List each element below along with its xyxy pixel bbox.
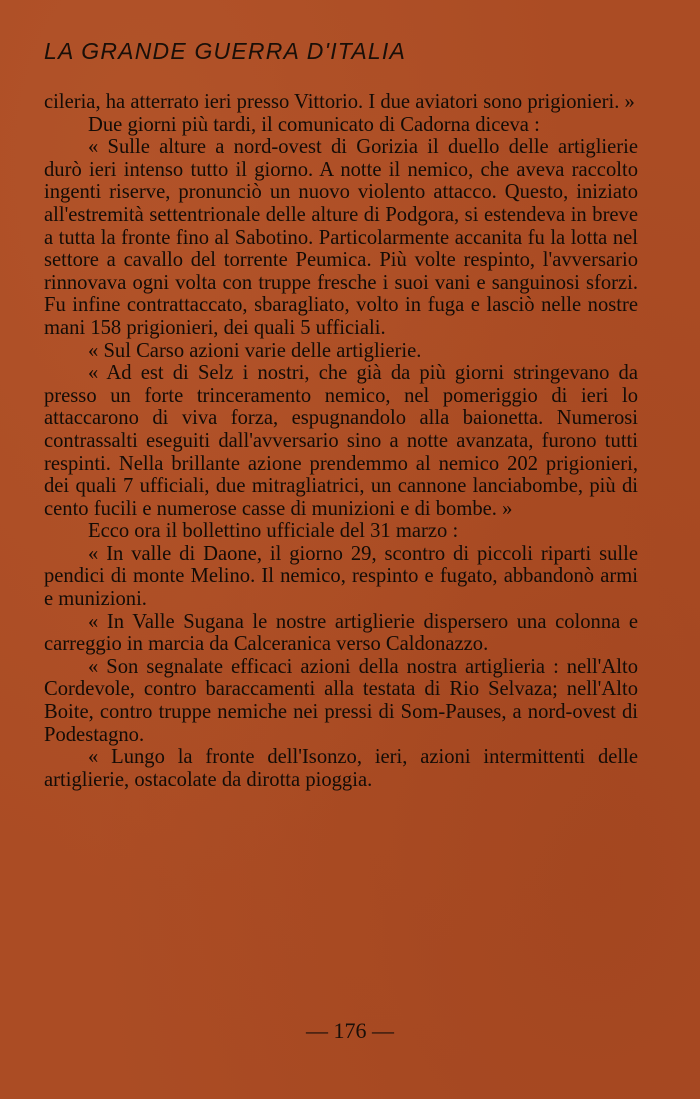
paragraph: « Lungo la fronte dell'Isonzo, ieri, azioni intermittenti delle artiglierie, ostacolate da dirotta pioggia. bbox=[44, 746, 638, 791]
paragraph: Ecco ora il bollettino ufficiale del 31 marzo : bbox=[88, 520, 459, 543]
paragraph: Due giorni più tardi, il comunicato di Cadorna diceva : bbox=[88, 113, 540, 136]
paragraph: « In valle di Daone, il giorno 29, scontro di piccoli riparti sulle pendici di monte Melino. Il nemico, respinto e fugato, abbandonò armi e munizioni. bbox=[44, 542, 638, 611]
paragraph: « Sulle alture a nord-ovest di Gorizia il duello delle artiglierie durò ieri intenso tutto il giorno. A notte il nemico, che aveva raccolto ingenti riserve, pronunciò un nuovo violento attacco. Questo, iniziato all'estremità settentrionale delle alture di Podgora, si estendeva in breve a tutta la fronte fino al Sabotino. Particolarmente accanita fu la lotta nel settore a cavallo del torrente Peumica. Più volte respinto, l'avversario rinnovava ogni volta con truppe fresche i suoi vani e sanguinosi sforzi. Fu infine contrattaccato, sbaragliato, volto in fuga e lasciò nelle nostre mani 158 prigionieri, dei quali 5 ufficiali. bbox=[44, 136, 638, 339]
running-head: LA GRANDE GUERRA D'ITALIA bbox=[44, 38, 406, 64]
body-text bbox=[44, 91, 638, 791]
paragraph: « Ad est di Selz i nostri, che già da più giorni stringevano da presso un forte trinceramento nemico, nel pomeriggio di ieri lo attaccarono di viva forza, espugnandolo alla baionetta. Numerosi contrassalti eseguiti dall'avversario sino a notte avanzata, furono tutti respinti. Nella brillante azione prendemmo al nemico 202 prigionieri, dei quali 7 ufficiali, due mitragliatrici, un cannone lanciabombe, più di cento fucili e numerose casse di munizioni e di bombe. » bbox=[44, 362, 638, 520]
paragraph: « Son segnalate efficaci azioni della nostra artiglieria : nell'Alto Cordevole, contro baraccamenti alla testata di Rio Selvaza; nell'Alto Boite, contro truppe nemiche nei pressi di Som-Pauses, a nord-ovest di Podestagno. bbox=[44, 655, 638, 746]
page-number: — 176 — bbox=[306, 1018, 394, 1043]
paragraph: « Sul Carso azioni varie delle artiglierie. bbox=[88, 339, 422, 362]
paragraph: « In Valle Sugana le nostre artiglierie dispersero una colonna e carreggio in marcia da Calceranica verso Caldonazzo. bbox=[44, 610, 638, 656]
paragraph: cileria, ha atterrato ieri presso Vittorio. I due aviatori sono prigionieri. » bbox=[44, 91, 635, 113]
